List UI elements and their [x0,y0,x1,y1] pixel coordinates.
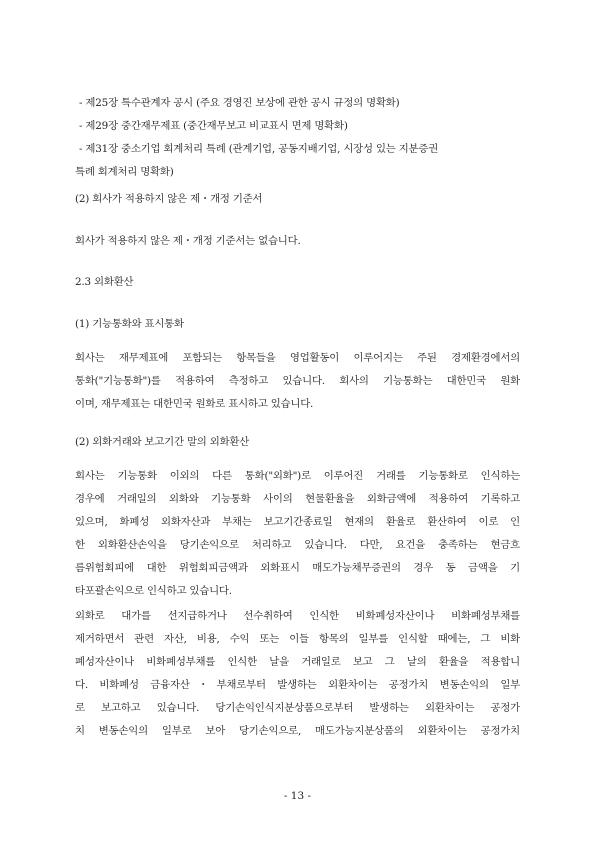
section-heading-text: (1) 기능통화와 표시통화 [75,318,184,330]
section-heading-text: (2) 외화거래와 보고기간 말의 외화환산 [75,436,250,448]
bullet-item: - 제31장 중소기업 회계처리 특례 (관계기업, 공동지배기업, 시장성 있는 지분증권 [79,143,439,155]
paragraph-line: 한 외화환산손익을 당기손익으로 처리하고 있습니다. 다만, 요건을 충족하는 현금흐 [75,539,520,551]
bullet-item-continuation: 특례 회계처리 명확화) [75,166,174,178]
paragraph-unapplied [75,230,520,253]
paragraph-line: 치 변동손익의 일부로 보아 당기손익으로, 매도가능지분상품의 외환차이는 공정가치 [75,725,520,737]
amendment-bullet-list [75,92,520,184]
section-heading-text: 2.3 외화환산 [75,276,134,288]
paragraph-line: 이며, 재무제표는 대한민국 원화로 표시하고 있습니다. [75,398,314,410]
bullet-item: - 제25장 특수관계자 공시 (주요 경영진 보상에 관한 공시 규정의 명확화) [79,97,400,109]
paragraph-line: 폐성자산이나 비화폐성부채를 인식한 날을 거래일로 보고 그 날의 환율을 적용합니 [75,656,520,668]
paragraph-line: 타포괄손익으로 인식하고 있습니다. [75,585,232,597]
paragraph-non-monetary [75,605,520,743]
paragraph-line: 로 보고하고 있습니다. 당기손익인식지분상품으로부터 발생하는 외환차이는 공정가 [75,702,520,714]
paragraph-line: 제거하면서 관련 자산, 비용, 수익 또는 이들 항목의 일부를 인식할 때에는, 그 비화 [75,633,520,645]
subsection-heading-transactions [75,431,520,454]
paragraph-fx-transactions [75,465,520,603]
paragraph-line: 회사는 기능통화 이외의 다른 통화("외화")로 이루어진 거래를 기능통화로 인식하는 [75,470,520,482]
page-number: - 13 - [283,790,312,802]
section-heading-text: (2) 회사가 적용하지 않은 제・개정 기준서 [75,193,263,205]
paragraph-line: 회사가 적용하지 않은 제・개정 기준서는 없습니다. [75,235,301,247]
subsection-heading-functional [75,313,520,336]
bullet-item: - 제29장 중간재무제표 (중간재무보고 비교표시 면제 명확화) [79,120,348,132]
paragraph-line: 경우에 거래일의 외화와 기능통화 사이의 현물환율을 외화금액에 적용하여 기록하고 [75,493,520,505]
paragraph-line: 통화("기능통화")를 적용하여 측정하고 있습니다. 회사의 기능통화는 대한민국 원화 [75,375,520,387]
paragraph-functional-currency [75,347,520,416]
section-heading-fx [75,271,520,294]
paragraph-line: 다. 비화폐성 금융자산・부채로부터 발생하는 외환차이는 공정가치 변동손익의 일부 [75,679,520,691]
paragraph-line: 회사는 재무제표에 포함되는 항목들을 영업활동이 이루어지는 주된 경제환경에서의 [75,352,520,364]
paragraph-line: 름위험회피에 대한 위험회피금액과 외화표시 매도가능채무증권의 경우 동 금액을 기 [75,562,520,574]
section-heading-unapplied [75,188,520,211]
paragraph-line: 외화로 대가를 선지급하거나 선수취하여 인식한 비화폐성자산이나 비화폐성부채를 [75,610,520,622]
paragraph-line: 있으며, 화폐성 외화자산과 부채는 보고기간종료일 현재의 환율로 환산하여 이로 인 [75,516,520,528]
